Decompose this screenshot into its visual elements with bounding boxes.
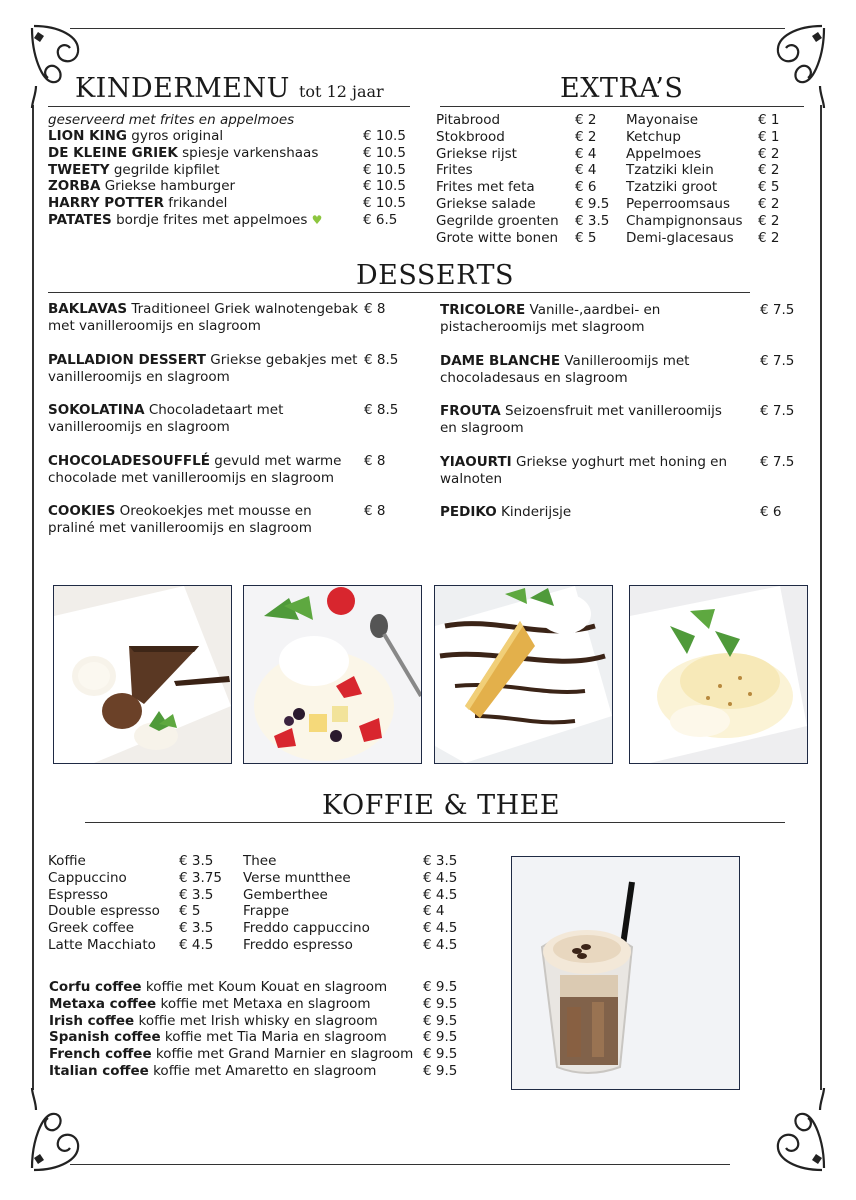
dessert-item-price: € 8.5 bbox=[364, 351, 399, 368]
kids-item bbox=[48, 195, 227, 212]
extras-item-price: € 2 bbox=[758, 145, 780, 162]
kids-item-desc: spiesje varkenshaas bbox=[182, 144, 319, 161]
special-coffee-desc: koffie met Koum Kouat en slagroom bbox=[145, 979, 388, 995]
kids-item bbox=[48, 162, 219, 179]
extras-item-name: Frites met feta bbox=[436, 179, 535, 196]
special-coffee-item bbox=[49, 1063, 376, 1080]
dessert-item-name: COOKIES bbox=[48, 503, 116, 519]
dessert-item-desc: Kinderijsje bbox=[500, 504, 572, 520]
kindermenu-underline bbox=[48, 106, 410, 107]
dessert-item-desc: gevuld met warme chocolade met vanilleroomijs en slagroom bbox=[48, 452, 342, 486]
extras-item-price: € 3.5 bbox=[575, 212, 610, 229]
tea-item-price: € 4.5 bbox=[423, 920, 458, 937]
dessert-item-name: PEDIKO bbox=[440, 504, 497, 520]
special-coffee-item bbox=[49, 1013, 378, 1030]
kids-item bbox=[48, 178, 235, 195]
kids-item-name: DE KLEINE GRIEK bbox=[48, 144, 178, 161]
special-coffee-price: € 9.5 bbox=[423, 1063, 458, 1079]
extras-item-name: Grote witte bonen bbox=[436, 229, 559, 246]
tea-item-name: Freddo cappuccino bbox=[243, 920, 370, 937]
dessert-item-name: BAKLAVAS bbox=[48, 301, 128, 317]
dessert-item-name: DAME BLANCHE bbox=[440, 352, 561, 369]
tea-item-name: Gemberthee bbox=[243, 886, 328, 903]
kindermenu-note: geserveerd met frites en appelmoes bbox=[48, 112, 295, 128]
coffee-item-price: € 3.5 bbox=[179, 853, 214, 869]
dessert-item-name: TRICOLORE bbox=[440, 302, 526, 318]
special-coffee-price: € 9.5 bbox=[423, 1046, 458, 1063]
extras-item-name: Pitabrood bbox=[436, 112, 501, 128]
special-coffee-desc: koffie met Tia Maria en slagroom bbox=[164, 1029, 387, 1046]
extras-item-price: € 2 bbox=[758, 229, 780, 246]
kindermenu-subtitle: tot 12 jaar bbox=[298, 82, 384, 101]
extras-item-name: Frites bbox=[436, 162, 473, 179]
coffee-item-name: Koffie bbox=[48, 853, 86, 869]
extras-item-name: Champignonsaus bbox=[626, 212, 743, 229]
dessert-item-price: € 8.5 bbox=[364, 402, 399, 418]
dessert-item-desc: Vanille-,aardbei- en pistacheroomijs met slagroom bbox=[440, 302, 661, 335]
desserts-heading: DESSERTS bbox=[356, 260, 514, 291]
extras-item-name: Stokbrood bbox=[436, 128, 505, 145]
photo-chocolate-cake bbox=[53, 585, 232, 764]
special-coffee-desc: koffie met Amaretto en slagroom bbox=[153, 1063, 377, 1079]
special-coffee-price: € 9.5 bbox=[423, 1012, 458, 1029]
kids-item bbox=[48, 212, 322, 229]
extras-item-name: Tzatziki groot bbox=[626, 179, 718, 196]
kids-item-desc: Griekse hamburger bbox=[104, 178, 236, 195]
extras-item-price: € 5 bbox=[575, 229, 597, 246]
coffee-item-price: € 3.75 bbox=[179, 869, 222, 886]
flourish-corner-icon bbox=[28, 1086, 86, 1174]
extras-item-name: Appelmoes bbox=[626, 145, 702, 162]
kindermenu-heading bbox=[75, 73, 384, 104]
dessert-item-price: € 6 bbox=[760, 504, 782, 520]
dessert-item-price: € 8 bbox=[364, 452, 386, 469]
kids-item-price: € 10.5 bbox=[363, 161, 406, 178]
coffee-item-price: € 5 bbox=[179, 903, 201, 920]
dessert-item-name: CHOCOLADESOUFFLÉ bbox=[48, 452, 210, 469]
kids-item-price: € 10.5 bbox=[363, 128, 406, 144]
coffee-item-price: € 3.5 bbox=[179, 920, 214, 937]
dessert-item-name: FROUTA bbox=[440, 403, 501, 419]
frame-top-line bbox=[70, 28, 785, 29]
kids-item-price: € 10.5 bbox=[363, 144, 406, 161]
dessert-item-price: € 7.5 bbox=[760, 302, 795, 318]
dessert-item-price: € 7.5 bbox=[760, 352, 795, 369]
kids-item-desc: bordje frites met appelmoes bbox=[116, 212, 308, 228]
photo-fruit-dessert bbox=[243, 585, 422, 764]
extras-item-name: Tzatziki klein bbox=[626, 162, 714, 179]
tea-item-price: € 4.5 bbox=[423, 937, 458, 953]
kids-item-price: € 10.5 bbox=[363, 195, 406, 212]
special-coffee-item bbox=[49, 979, 387, 996]
kids-item bbox=[48, 128, 223, 145]
tea-item-name: Frappe bbox=[243, 903, 290, 920]
extras-item-price: € 2 bbox=[758, 196, 780, 212]
kids-item-name: TWEETY bbox=[48, 161, 110, 178]
special-coffee-desc: koffie met Grand Marnier en slagroom bbox=[155, 1046, 414, 1063]
special-coffee-price: € 9.5 bbox=[423, 1029, 458, 1046]
tea-item-name: Verse muntthee bbox=[243, 869, 351, 886]
coffee-item-name: Latte Macchiato bbox=[48, 937, 156, 953]
dessert-item-price: € 8 bbox=[364, 301, 386, 317]
tea-item-price: € 4.5 bbox=[423, 886, 458, 903]
coffee-item-name: Espresso bbox=[48, 886, 109, 903]
coffee-item-price: € 3.5 bbox=[179, 886, 214, 903]
extras-item-price: € 2 bbox=[575, 112, 597, 128]
dessert-item bbox=[440, 454, 740, 488]
special-coffee-name: Italian coffee bbox=[49, 1063, 149, 1079]
frame-left-line bbox=[32, 105, 34, 1090]
dessert-item-name: SOKOLATINA bbox=[48, 402, 145, 418]
dessert-item bbox=[440, 302, 740, 336]
special-coffee-item bbox=[49, 1046, 413, 1063]
dessert-item-desc: Vanilleroomijs met chocoladesaus en slagroom bbox=[440, 352, 690, 386]
extras-item-name: Griekse salade bbox=[436, 196, 536, 212]
kindermenu-title: KINDERMENU bbox=[75, 73, 290, 104]
dessert-item bbox=[48, 503, 360, 537]
extras-item-price: € 5 bbox=[758, 179, 780, 196]
extras-item-name: Gegrilde groenten bbox=[436, 212, 559, 229]
koffie-underline bbox=[85, 822, 785, 823]
extras-heading: EXTRA’S bbox=[560, 73, 684, 104]
kids-item-name: LION KING bbox=[48, 128, 127, 144]
extras-item-name: Demi-glacesaus bbox=[626, 229, 734, 246]
dessert-item-desc: Chocoladetaart met vanilleroomijs en slagroom bbox=[48, 402, 284, 435]
special-coffee-desc: koffie met Irish whisky en slagroom bbox=[138, 1012, 378, 1029]
kids-item-name: PATATES bbox=[48, 212, 112, 228]
dessert-item bbox=[48, 453, 360, 487]
extras-item-name: Ketchup bbox=[626, 128, 681, 145]
special-coffee-desc: koffie met Metaxa en slagroom bbox=[160, 995, 371, 1012]
special-coffee-item bbox=[49, 1029, 387, 1046]
kids-item-price: € 10.5 bbox=[363, 178, 406, 195]
dessert-item-name: PALLADION DESSERT bbox=[48, 351, 206, 368]
dessert-item bbox=[440, 403, 740, 437]
photo-baklava bbox=[434, 585, 613, 764]
coffee-item-name: Double espresso bbox=[48, 903, 160, 920]
dessert-item-desc: Oreokoekjes met mousse en praliné met vanilleroomijs en slagroom bbox=[48, 503, 312, 536]
kids-item-name: HARRY POTTER bbox=[48, 195, 164, 212]
dessert-item-desc: Seizoensfruit met vanilleroomijs en slagroom bbox=[440, 403, 722, 436]
flourish-corner-icon bbox=[770, 1086, 828, 1174]
extras-item-price: € 2 bbox=[758, 212, 780, 229]
tea-item-price: € 3.5 bbox=[423, 853, 458, 869]
dessert-item-name: YIAOURTI bbox=[440, 453, 512, 470]
special-coffee-price: € 9.5 bbox=[423, 995, 458, 1012]
special-coffee-name: Irish coffee bbox=[49, 1012, 135, 1029]
koffie-heading: KOFFIE & THEE bbox=[322, 790, 561, 821]
dessert-item bbox=[48, 402, 360, 436]
frame-right-line bbox=[820, 105, 822, 1090]
coffee-item-name: Greek coffee bbox=[48, 920, 135, 937]
tea-item-price: € 4.5 bbox=[423, 869, 458, 886]
dessert-item bbox=[48, 301, 360, 335]
kids-item-desc: frikandel bbox=[168, 195, 228, 212]
extras-item-name: Griekse rijst bbox=[436, 145, 517, 162]
frame-bottom-line bbox=[70, 1164, 730, 1165]
dessert-item-desc: Griekse gebakjes met vanilleroomijs en slagroom bbox=[48, 351, 358, 385]
flourish-corner-icon bbox=[770, 22, 828, 110]
extras-item-price: € 1 bbox=[758, 128, 780, 145]
dessert-item-desc: Traditioneel Griek walnotengebak met vanilleroomijs en slagroom bbox=[48, 301, 359, 334]
extras-underline bbox=[440, 106, 804, 107]
kids-item-name: ZORBA bbox=[48, 178, 101, 195]
coffee-item-price: € 4.5 bbox=[179, 937, 214, 953]
extras-item-price: € 1 bbox=[758, 112, 780, 128]
extras-item-price: € 9.5 bbox=[575, 196, 610, 212]
special-coffee-name: Metaxa coffee bbox=[49, 995, 157, 1012]
extras-item-price: € 6 bbox=[575, 179, 597, 196]
kids-item-price: € 6.5 bbox=[363, 212, 398, 228]
dessert-item-desc: Griekse yoghurt met honing en walnoten bbox=[440, 453, 728, 487]
special-coffee-name: French coffee bbox=[49, 1046, 152, 1063]
heart-icon: ♥ bbox=[311, 213, 323, 227]
tea-item-price: € 4 bbox=[423, 903, 445, 920]
extras-item-price: € 2 bbox=[575, 128, 597, 145]
photo-yoghurt-honey bbox=[629, 585, 808, 764]
extras-item-price: € 2 bbox=[758, 162, 780, 179]
extras-item-name: Mayonaise bbox=[626, 112, 699, 128]
dessert-item bbox=[440, 353, 740, 387]
special-coffee-name: Spanish coffee bbox=[49, 1029, 161, 1046]
photo-iced-coffee bbox=[511, 856, 740, 1090]
special-coffee-price: € 9.5 bbox=[423, 979, 458, 995]
dessert-item-price: € 7.5 bbox=[760, 403, 795, 419]
extras-item-price: € 4 bbox=[575, 145, 597, 162]
dessert-item bbox=[440, 504, 740, 521]
tea-item-name: Freddo espresso bbox=[243, 937, 353, 953]
dessert-item-price: € 7.5 bbox=[760, 453, 795, 470]
extras-item-name: Peperroomsaus bbox=[626, 196, 730, 212]
kids-item-desc: gyros original bbox=[131, 128, 224, 144]
kids-item-desc: gegrilde kipfilet bbox=[113, 161, 220, 178]
tea-item-name: Thee bbox=[243, 853, 277, 869]
special-coffee-item bbox=[49, 996, 371, 1013]
desserts-underline bbox=[48, 292, 750, 293]
dessert-item-price: € 8 bbox=[364, 503, 386, 519]
coffee-item-name: Cappuccino bbox=[48, 869, 127, 886]
kids-item bbox=[48, 145, 318, 162]
special-coffee-name: Corfu coffee bbox=[49, 979, 142, 995]
dessert-item bbox=[48, 352, 360, 386]
extras-item-price: € 4 bbox=[575, 162, 597, 179]
